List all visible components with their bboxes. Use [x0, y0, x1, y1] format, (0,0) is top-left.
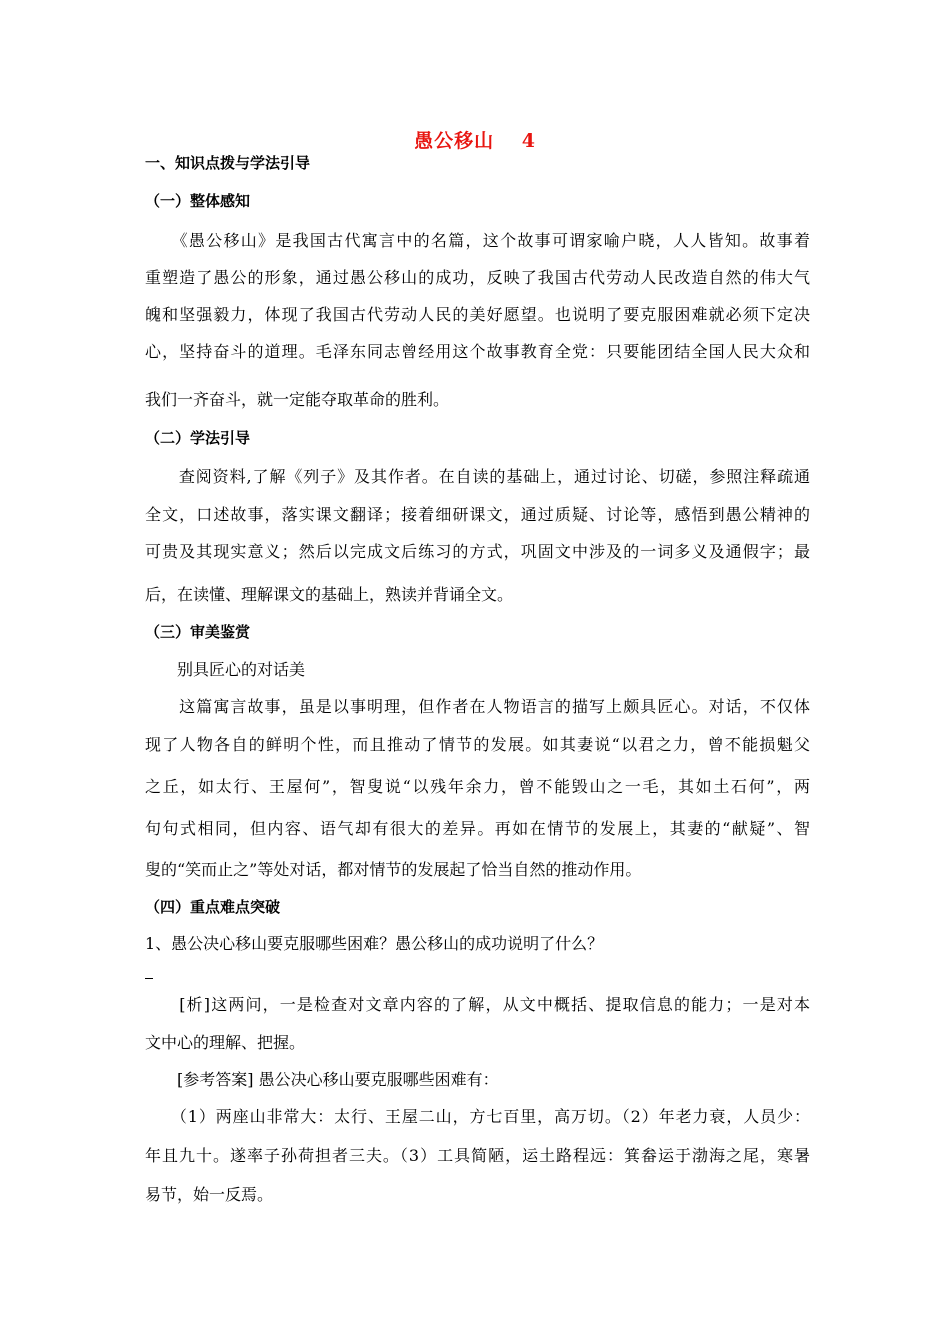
paragraph-line: 之丘，如太行、王屋何”，智叟说“以残年余力，曾不能毁山之一毛，其如土石何”，两: [145, 777, 810, 796]
subsection-heading: （三）审美鉴赏: [145, 623, 251, 641]
paragraph-line: 句句式相同，但内容、语气却有很大的差异。再如在情节的发展上，其妻的“献疑”、智: [145, 819, 810, 838]
paragraph-line: [参考答案] 愚公决心移山要克服哪些困难有：: [145, 1070, 499, 1089]
paragraph-line: 可贵及其现实意义；然后以完成文后练习的方式，巩固文中涉及的一词多义及通假字；最: [145, 542, 810, 561]
paragraph-line: 《愚公移山》是我国古代寓言中的名篇，这个故事可谓家喻户晓，人人皆知。故事着: [145, 231, 810, 250]
paragraph-line: 魄和坚强毅力，体现了我国古代劳动人民的美好愿望。也说明了要克服困难就必须下定决: [145, 305, 810, 324]
page-title: 愚公移山 4: [414, 130, 536, 152]
paragraph-line: （1）两座山非常大：太行、王屋二山，方七百里，高万切。（2）年老力衰，人员少：: [145, 1107, 810, 1126]
question-line: 1、愚公决心移山要克服哪些困难？愚公移山的成功说明了什么？: [145, 934, 604, 953]
paragraph-line: 心，坚持奋斗的道理。毛泽东同志曾经用这个故事教育全党：只要能团结全国人民大众和: [145, 342, 810, 361]
paragraph-line: 全文，口述故事，落实课文翻译；接着细研课文，通过质疑、讨论等，感悟到愚公精神的: [145, 505, 810, 524]
paragraph-line: 易节，始一反焉。: [145, 1185, 274, 1204]
paragraph-line: 别具匠心的对话美: [145, 660, 306, 679]
underline-mark: [145, 978, 153, 979]
paragraph-line: [析]这两问，一是检查对文章内容的了解，从文中概括、提取信息的能力；一是对本: [145, 995, 810, 1014]
paragraph-line: 文中心的理解、把握。: [145, 1033, 306, 1052]
paragraph-line: 叟的“笑而止之”等处对话，都对情节的发展起了恰当自然的推动作用。: [145, 860, 642, 879]
subsection-heading: （二）学法引导: [145, 429, 251, 447]
paragraph-line: 这篇寓言故事，虽是以事明理，但作者在人物语言的描写上颇具匠心。对话，不仅体: [145, 697, 810, 716]
paragraph-line: 查阅资料,了解《列子》及其作者。在自读的基础上，通过讨论、切磋，参照注释疏通: [145, 467, 810, 486]
subsection-heading: （四）重点难点突破: [145, 898, 281, 916]
section-heading: 一、知识点拨与学法引导: [145, 154, 311, 172]
paragraph-line: 我们一齐奋斗，就一定能夺取革命的胜利。: [145, 390, 450, 409]
subsection-heading: （一）整体感知: [145, 192, 251, 210]
paragraph-line: 现了人物各自的鲜明个性，而且推动了情节的发展。如其妻说“以君之力，曾不能损魁父: [145, 735, 810, 754]
paragraph-line: 年且九十。遂率子孙荷担者三夫。（3）工具简陋，运土路程远：箕畚运于渤海之尾，寒暑: [145, 1146, 810, 1165]
paragraph-line: 重塑造了愚公的形象，通过愚公移山的成功，反映了我国古代劳动人民改造自然的伟大气: [145, 268, 810, 287]
paragraph-line: 后，在读懂、理解课文的基础上，熟读并背诵全文。: [145, 585, 514, 604]
